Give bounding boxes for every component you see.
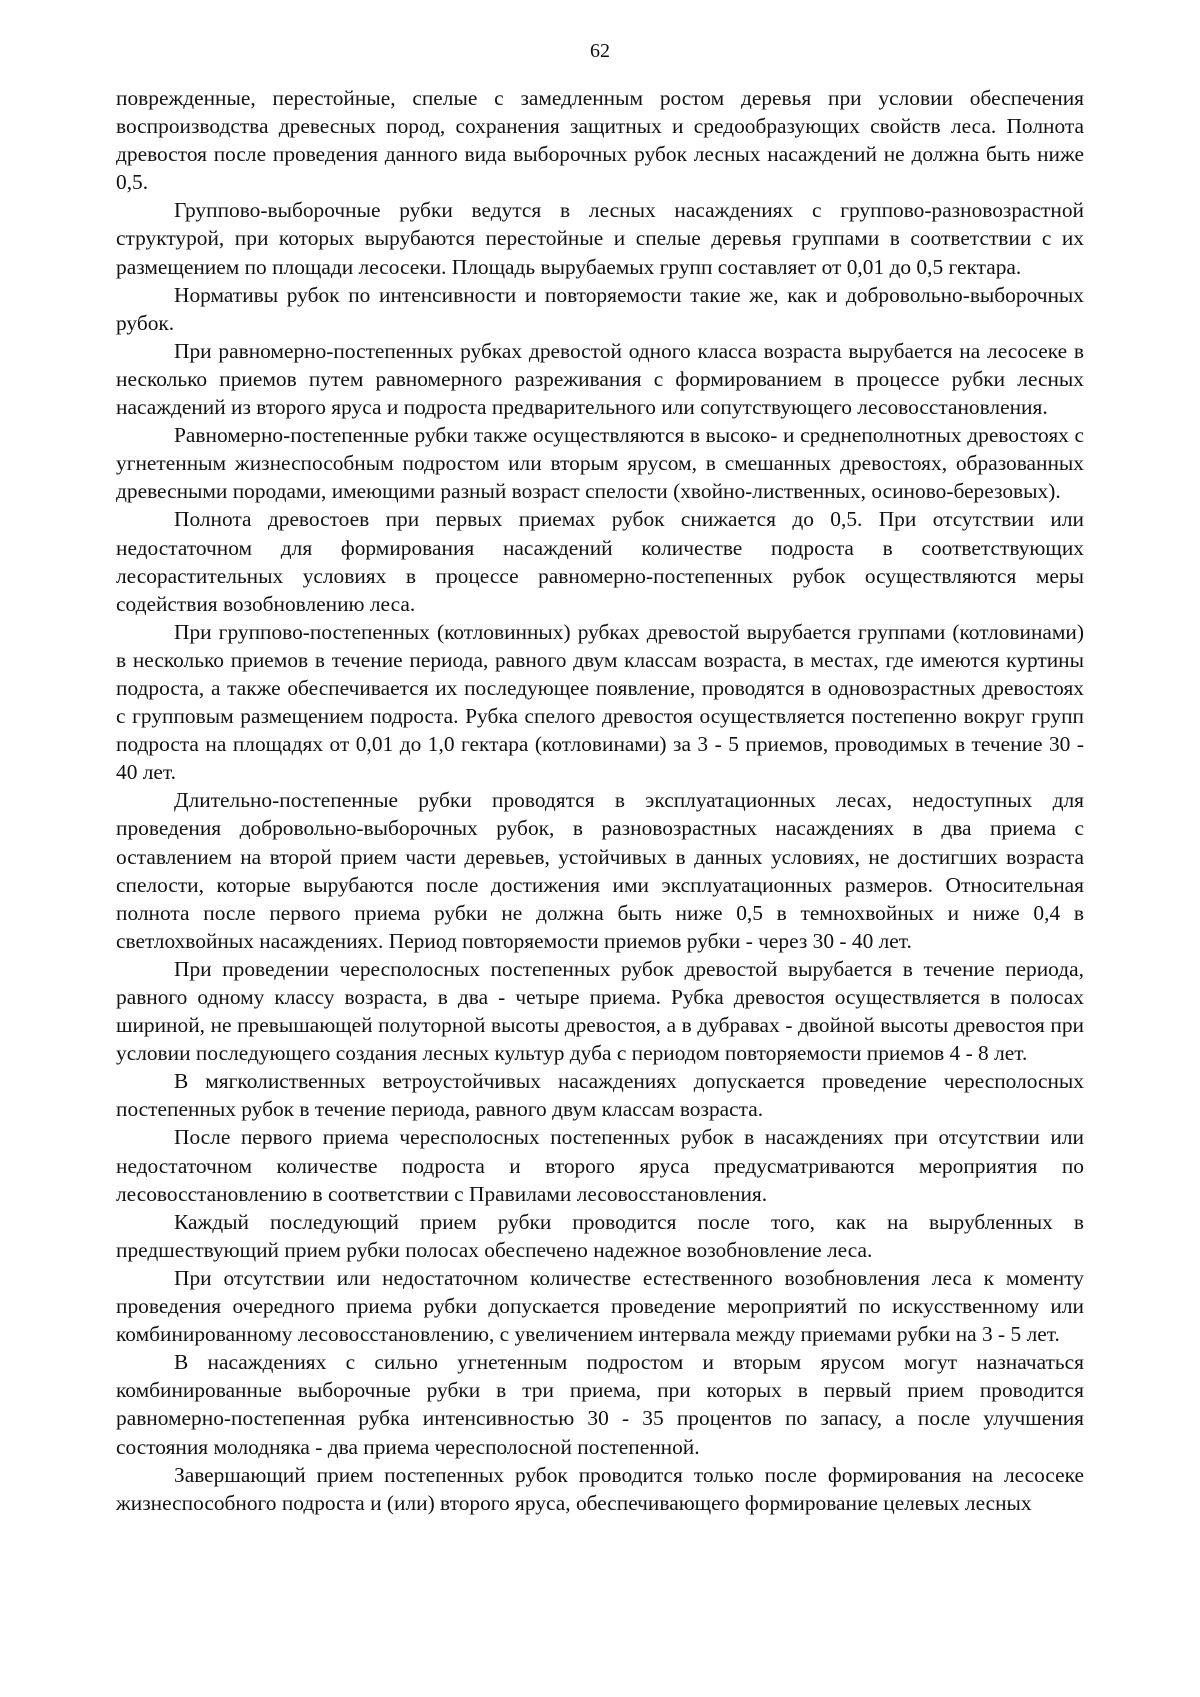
paragraph: Группово-выборочные рубки ведутся в лесных насаждениях с группово-разновозрастной структурой, при которых вырубаются перестойные и спелые деревья группами в соответствии с их размещением по площади лесосеки. Площадь вырубаемых групп составляет от 0,01 до 0,5 гектара. [116,198,1084,279]
paragraph: При группово-постепенных (котловинных) рубках древостой вырубается группами (котловинами) в несколько приемов в течение периода, равного двум классам возраста, в местах, где имеются куртины подроста, а также обеспечивается их последующее появление, проводятся в одновозрастных древостоях с групповым размещением подроста. Рубка спелого древостоя осуществляется постепенно вокруг групп подроста на площадях от 0,01 до 1,0 гектара (котловинами) за 3 - 5 приемов, проводимых в течение 30 - 40 лет. [116,619,1084,785]
paragraph: После первого приема чересполосных постепенных рубок в насаждениях при отсутствии или недостаточном количестве подроста и второго яруса предусматриваются мероприятия по лесовосстановлению в соответствии с Правилами лесовосстановления. [116,1125,1084,1206]
paragraph: Нормативы рубок по интенсивности и повторяемости такие же, как и добровольно-выборочных рубок. [116,282,1084,335]
paragraph: В насаждениях с сильно угнетенным подростом и вторым ярусом могут назначаться комбинированные выборочные рубки в три приема, при которых в первый прием проводится равномерно-постепенная рубка интенсивностью 30 - 35 процентов по запасу, а после улучшения состояния молодняка - два приема чересполосной постепенной. [116,1350,1084,1459]
paragraph: Полнота древостоев при первых приемах рубок снижается до 0,5. При отсутствии или недостаточном для формирования насаждений количестве подроста в соответствующих лесорастительных условиях в процессе равномерно-постепенных рубок осуществляются меры содействия возобновлению леса. [116,507,1084,616]
page-number: 62 [590,40,610,62]
paragraph: При равномерно-постепенных рубках древостой одного класса возраста вырубается на лесосеке в несколько приемов путем равномерного разреживания с формированием в процессе рубки лесных насаждений из второго яруса и подроста предварительного или сопутствующего лесовосстановления. [116,338,1084,420]
paragraph: Каждый последующий прием рубки проводится после того, как на вырубленных в предшествующий прием рубки полосах обеспечено надежное возобновление леса. [116,1209,1084,1262]
paragraph: При проведении чересполосных постепенных рубок древостой вырубается в течение периода, равного одному классу возраста, в два - четыре приема. Рубка древостоя осуществляется в полосах шириной, не превышающей полуторной высоты древостоя, а в дубравах - двойной высоты древостоя при условии последующего создания лесных культур дуба с периодом повторяемости приемов 4 - 8 лет. [116,956,1084,1066]
paragraph: Равномерно-постепенные рубки также осуществляются в высоко- и среднеполнотных древостоях с угнетенным жизнеспособным подростом или вторым ярусом, в смешанных древостоях, образованных древесными породами, имеющими разный возраст спелости (хвойно-лиственных, осиново-березовых). [116,423,1084,504]
paragraph: Завершающий прием постепенных рубок проводится только после формирования на лесосеке жизнеспособного подроста и (или) второго яруса, обеспечивающего формирование целевых лесных [116,1462,1084,1515]
document-body [116,84,1084,1517]
paragraph: При отсутствии или недостаточном количестве естественного возобновления леса к моменту проведения очередного приема рубки допускается проведение мероприятий по искусственному или комбинированному лесовосстановлению, с увеличением интервала между приемами рубки на 3 - 5 лет. [116,1265,1084,1347]
paragraph: поврежденные, перестойные, спелые с замедленным ростом деревья при условии обеспечения воспроизводства древесных пород, сохранения защитных и средообразующих свойств леса. Полнота древостоя после проведения данного вида выборочных рубок лесных насаждений не должна быть ниже 0,5. [116,86,1084,195]
paragraph: В мягколиственных ветроустойчивых насаждениях допускается проведение чересполосных постепенных рубок в течение периода, равного двум классам возраста. [116,1069,1084,1122]
paragraph: Длительно-постепенные рубки проводятся в эксплуатационных лесах, недоступных для проведения добровольно-выборочных рубок, в разновозрастных насаждениях в два приема с оставлением на второй прием части деревьев, устойчивых в данных условиях, не достигших возраста спелости, которые вырубаются после достижения ими эксплуатационных размеров. Относительная полнота после первого приема рубки не должна быть ниже 0,5 в темнохвойных и ниже 0,4 в светлохвойных насаждениях. Период повторяемости приемов рубки - через 30 - 40 лет. [116,788,1084,953]
